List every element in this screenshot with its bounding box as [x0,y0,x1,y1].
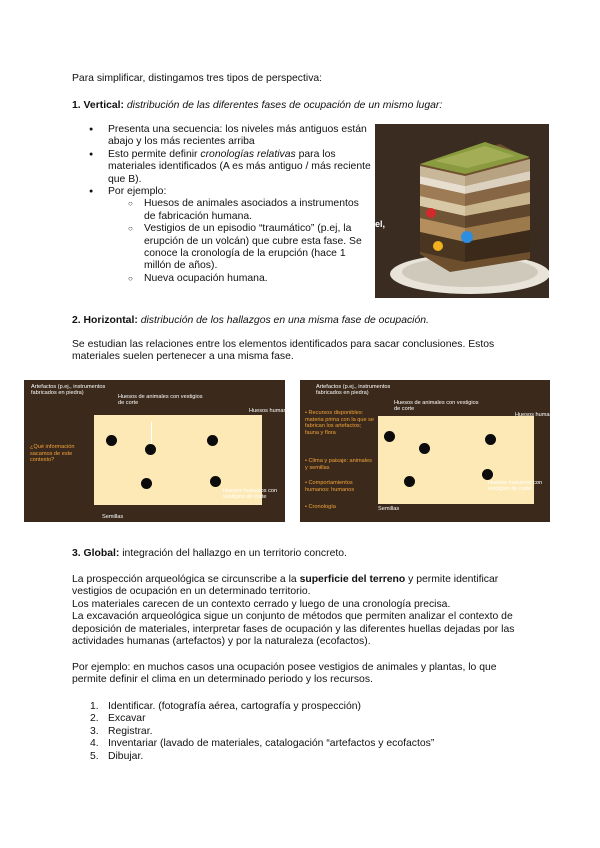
artefact-dot [384,431,395,442]
label-comportamientos: • Comportamientos humanos: humanos [305,480,355,493]
label-huesos-humanos: Huesos humanos [515,412,559,418]
bullet-secuencia: ● Presenta una secuencia: los niveles más antiguos están abajo y los más recientes arriba [72,124,372,149]
step-number: 5. [90,750,99,762]
intro-text: Para simplificar, distingamos tres tipos de perspectiva: [72,73,323,84]
global-heading-label: 3. Global: [72,548,120,559]
label-huesos-corte: Huesos de animales con vestigios de corte [118,394,203,407]
p1-post: y permite identificar vestigios de ocupación en un determinado territorio. [72,574,499,598]
label-huesos-humanos: Huesos humanos [249,408,293,414]
vertical-heading [72,100,442,112]
label-semillas: Semillas [102,514,124,520]
b2-em: cronologías relativas [200,148,296,160]
step-item [72,701,532,713]
label-huesos-corte: Huesos de animales con vestigios de corte [394,400,479,413]
label-recursos: • Recursos disponibles: materia prima con la que se fabrican los artefactos; fauna y flora [305,410,375,436]
recursos-text: Recursos disponibles: materia prima con la que se fabrican los artefactos; fauna y flora [305,410,375,436]
step-text: Registrar. [108,725,153,737]
step-number: 3. [90,725,99,737]
label-question: ¿Qué información sacamos de este contexto? [30,444,75,464]
label-cronologia: • Cronología [305,504,336,510]
horizontal-diagram-left [24,380,293,522]
cronologia-text: Cronología [308,504,336,510]
comportamientos-text: Comportamientos humanos: humanos [305,480,355,493]
label-semillas: Semillas [378,506,400,512]
seed-dot [404,476,415,487]
cut-human-bone-dot [482,469,493,480]
global-p4: Por ejemplo: en muchos casos una ocupación posee vestigios de animales y plantas, lo que permite definir el clima en un determinado periodo y los recursos. [72,662,497,686]
label-huesos-humanos-corte: Huesos humanos con vestigios de corte [488,480,543,493]
arrow-line [151,422,152,444]
image-fragment-text: el, [375,219,386,229]
p1-bold: superficie del terreno [299,574,406,585]
horizontal-heading-label: 2. Horizontal: [72,315,138,326]
cut-human-bone-dot [210,476,221,487]
global-p3: La excavación arqueológica sigue un conjunto de métodos que permiten analizar el contexto de deposición de materiales, interpretar fases de ocupación y las diferentes huellas dejadas por las actividades humanas (artefactos) y por la naturaleza (ecofactos). [72,611,515,648]
label-huesos-humanos-corte: Huesos humanos con vestigios de corte [223,488,278,501]
global-subtitle: integración del hallazgo en un territorio concreto. [122,548,347,559]
label-artefactos: Artefactos (p.ej., instrumentos fabricados en piedra) [31,384,106,397]
horizontal-heading [72,315,429,327]
vertical-subtitle: distribución de las diferentes fases de ocupación de un mismo lugar: [126,100,443,111]
step-text: Excavar [108,713,146,725]
label-clima: • Clima y paisaje: animales y semillas [305,458,372,471]
step-text: Dibujar. [108,750,144,762]
global-p2: Los materiales carecen de un contexto cerrado y luego de una cronología precisa. [72,598,451,610]
stratigraphy-image [375,124,549,298]
horizontal-subtitle: distribución de los hallazgos en una misma fase de ocupación. [140,315,429,326]
bullet-ejemplo: ● Por ejemplo: [72,186,372,198]
step-item [72,751,532,763]
step-item [72,726,532,738]
sub-huesos: ○ Huesos de animales asociados a instrumentos de fabricación humana. [72,198,372,223]
step-text: Identificar. (fotografía aérea, cartografía y prospección) [108,701,361,712]
stratigraphy-cake-illustration [375,124,549,298]
clima-text: Clima y paisaje: animales y semillas [305,458,372,471]
seed-dot [141,478,152,489]
animal-bone-dot [145,444,156,455]
horizontal-diagram-right [300,380,559,522]
step-item [72,738,532,750]
step-number: 2. [90,713,99,725]
label-artefactos: Artefactos (p.ej., instrumentos fabricados en piedra) [316,384,391,397]
human-bone-dot [485,434,496,445]
animal-bone-dot [419,443,430,454]
global-body [72,574,534,648]
sub-ocupacion: ○ Nueva ocupación humana. [72,273,372,285]
vertical-bullets [72,124,372,285]
artefact-dot [106,435,117,446]
b2-post: para los materiales identificados (A es más antiguo / más reciente que B). [108,148,371,185]
global-p1 [72,574,534,599]
horizontal-text: Se estudian las relaciones entre los elementos identificados para sacar conclusiones. Estos materiales suelen pertenecer a una misma fase. [72,339,495,363]
bullet-cronologias [72,149,372,186]
human-bone-dot [207,435,218,446]
global-heading [72,548,347,560]
step-number: 1. [90,701,99,712]
b2-pre: Esto permite definir [108,148,201,160]
sub-vestigios: ○ Vestigios de un episodio “traumático” (p.ej, la erupción de un volcán) que cubre esta fase. Se conoce la cronología de la erupción (hace 1 millón de años). [72,223,372,273]
step-text: Inventariar (lavado de materiales, catalogación “artefactos y ecofactos” [108,738,435,750]
global-steps-list [72,701,532,763]
step-item [72,713,532,725]
vertical-heading-label: 1. Vertical: [72,100,124,111]
step-number: 4. [90,738,99,750]
p1-pre: La prospección arqueológica se circunscribe a la [72,574,300,585]
